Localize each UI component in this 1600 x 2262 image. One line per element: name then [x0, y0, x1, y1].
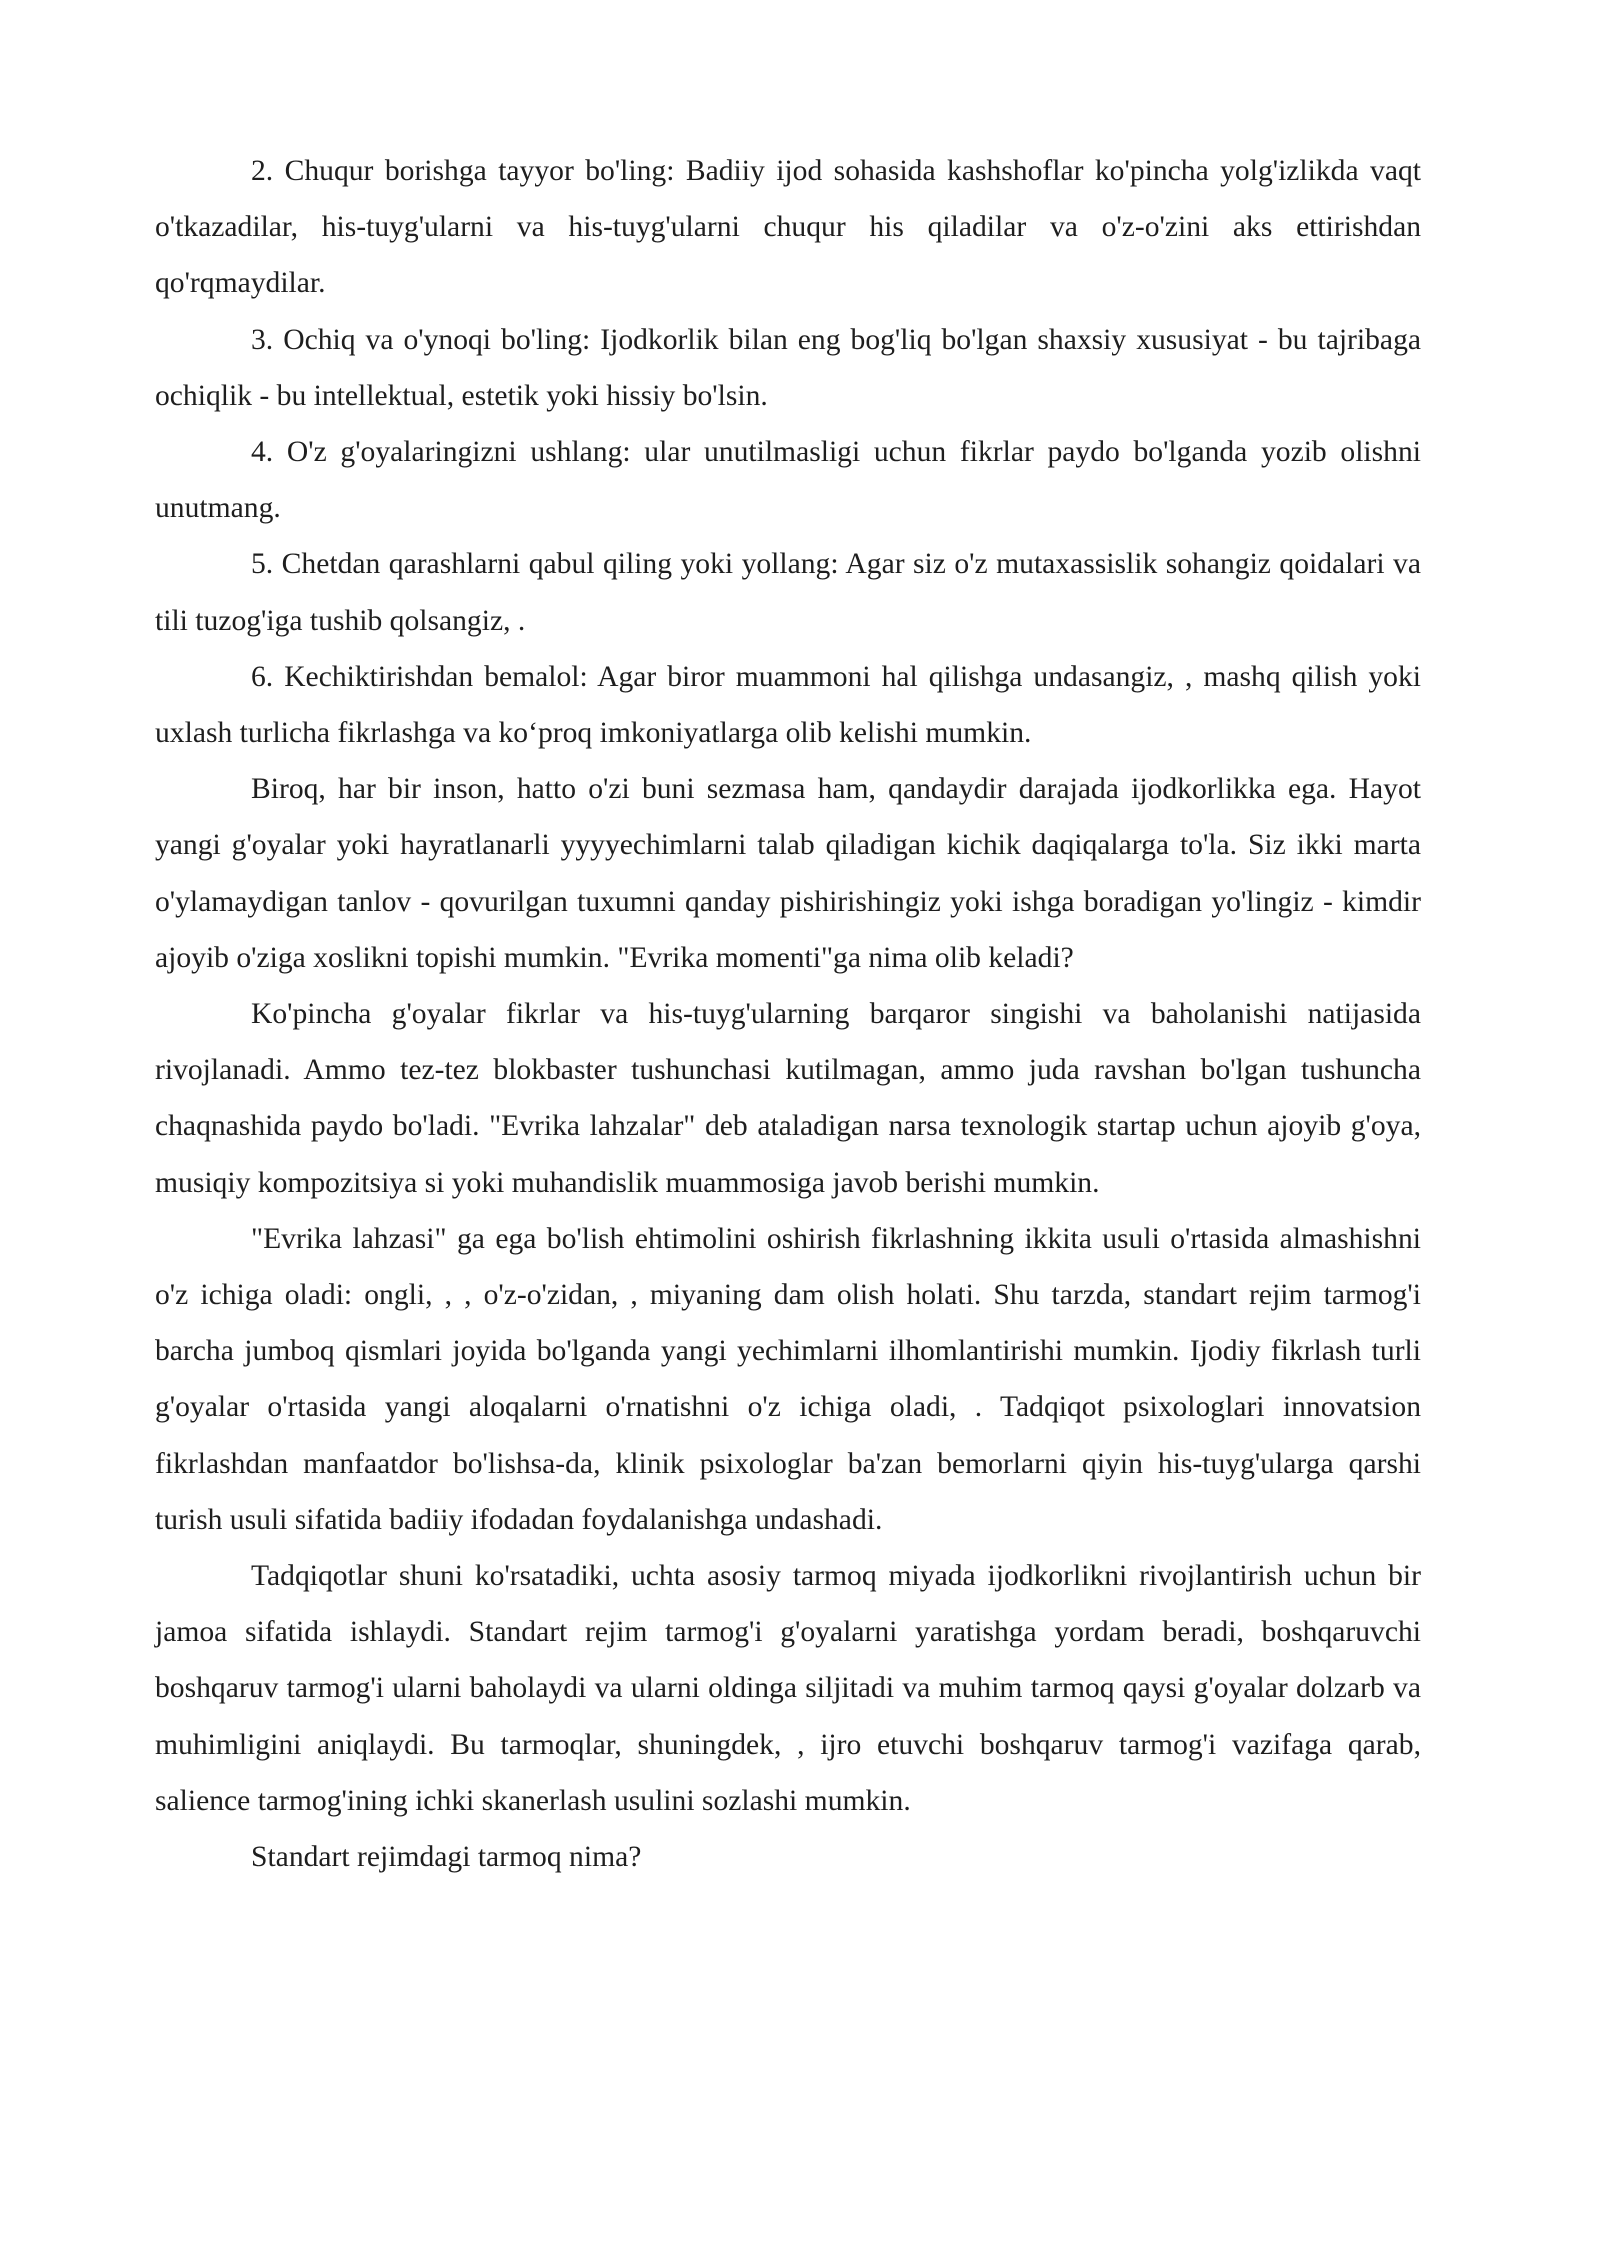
- paragraph-eureka-moment: "Evrika lahzasi" ga ega bo'lish ehtimolini oshirish fikrlashning ikkita usuli o'rtasida almashishni o'z ichiga oladi: ongli, , , o'z-o'zidan, , miyaning dam olish holati. Shu tarzda, standart rejim tarmog'i barcha jumboq qismlari joyida bo'lganda yangi yechimlarni ilhomlantirishi mumkin. Ijodiy fikrlash turli g'oyalar o'rtasida yangi aloqalarni o'rnatishni o'z ichiga oladi, . Tadqiqot psixologlari innovatsion fikrlashdan manfaatdor bo'lishsa-da, klinik psixologlar ba'zan bemorlarni qiyin his-tuyg'ularga qarshi turish usuli sifatida badiiy ifodadan foydalanishga undashadi.: [155, 1222, 1421, 1536]
- paragraph-tip-6: 6. Kechiktirishdan bemalol: Agar biror muammoni hal qilishga undasangiz, , mashq qilish yoki uxlash turlicha fikrlashga va ko‘proq imkoniyatlarga olib kelishi mumkin.: [155, 660, 1421, 750]
- paragraph-idea-development: Ko'pincha g'oyalar fikrlar va his-tuyg'ularning barqaror singishi va baholanishi natijasida rivojlanadi. Ammo tez-tez blokbaster tushunchasi kutilmagan, ammo juda ravshan bo'lgan tushuncha chaqnashida paydo bo'ladi. "Evrika lahzalar" deb ataladigan narsa texnologik startap uchun ajoyib g'oya, musiqiy kompozitsiya si yoki muhandislik muammosiga javob berishi mumkin.: [155, 998, 1421, 1199]
- paragraph-everyday-creativity: Biroq, har bir inson, hatto o'zi buni sezmasa ham, qandaydir darajada ijodkorlikka ega. Hayot yangi g'oyalar yoki hayratlanarli yyyyechimlarni talab qiladigan kichik daqiqalarga to'la. Siz ikki marta o'ylamaydigan tanlov - qovurilgan tuxumni qanday pishirishingiz yoki ishga boradigan yo'lingiz - kimdir ajoyib o'ziga xoslikni topishi mumkin. "Evrika momenti"ga nima olib keladi?: [155, 773, 1421, 974]
- document-page: [155, 143, 1421, 1885]
- paragraph-tip-3: 3. Ochiq va o'ynoqi bo'ling: Ijodkorlik bilan eng bog'liq bo'lgan shaxsiy xususiyat - bu tajribaga ochiqlik - bu intellektual, estetik yoki hissiy bo'lsin.: [155, 323, 1421, 412]
- paragraph-brain-networks: Tadqiqotlar shuni ko'rsatadiki, uchta asosiy tarmoq miyada ijodkorlikni rivojlantirish uchun bir jamoa sifatida ishlaydi. Standart rejim tarmog'i g'oyalarni yaratishga yordam beradi, boshqaruvchi boshqaruv tarmog'i ularni baholaydi va ularni oldinga siljitadi va muhim tarmoq qaysi g'oyalar dolzarb va muhimligini aniqlaydi. Bu tarmoqlar, shuningdek, , ijro etuvchi boshqaruv tarmog'i vazifaga qarab, salience tarmog'ining ichki skanerlash usulini sozlashi mumkin.: [155, 1560, 1421, 1817]
- section-question-heading: Standart rejimdagi tarmoq nima?: [251, 1841, 642, 1874]
- paragraph-tip-2: 2. Chuqur borishga tayyor bo'ling: Badiiy ijod sohasida kashshoflar ko'pincha yolg'izlikda vaqt o'tkazadilar, his-tuyg'ularni va his-tuyg'ularni chuqur his qiladilar va o'z-o'zini aks ettirishdan qo'rqmaydilar.: [155, 155, 1421, 300]
- paragraph-tip-4: 4. O'z g'oyalaringizni ushlang: ular unutilmasligi uchun fikrlar paydo bo'lganda yozib olishni unutmang.: [155, 436, 1421, 525]
- paragraph-tip-5: 5. Chetdan qarashlarni qabul qiling yoki yollang: Agar siz o'z mutaxassislik sohangiz qoidalari va tili tuzog'iga tushib qolsangiz, .: [155, 548, 1421, 637]
